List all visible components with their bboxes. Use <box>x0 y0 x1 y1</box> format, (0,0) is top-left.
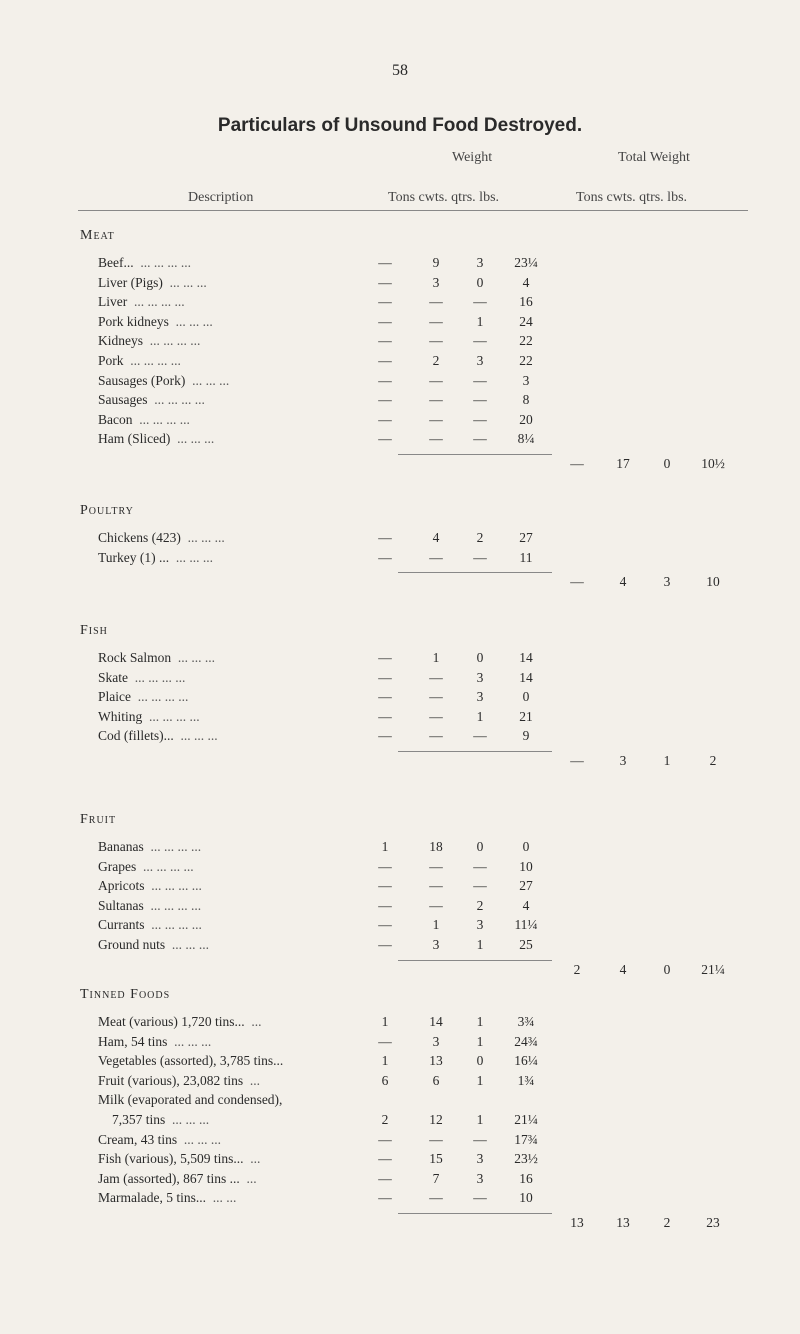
weight-tons: — <box>378 650 392 665</box>
total-lbs: 21¼ <box>701 961 725 977</box>
weight-header: Weight <box>452 150 493 165</box>
item-description: Sausages (Pork) ... ... ... <box>98 372 230 388</box>
item-description: 7,357 tins ... ... ... <box>112 1112 210 1127</box>
leader-dots: ... ... ... ... <box>143 839 202 854</box>
weight-qtrs: — <box>473 1190 487 1206</box>
section-heading: Fish <box>80 623 108 638</box>
item-description: Sausages ... ... ... ... <box>98 392 205 408</box>
item-description: Bacon ... ... ... ... <box>98 411 190 427</box>
weight-cwts: — <box>429 411 443 427</box>
leader-dots: ... ... ... <box>177 1131 221 1147</box>
weight-qtrs: 2 <box>476 530 484 545</box>
total-cwts: 4 <box>619 961 627 977</box>
weight-qtrs: 3 <box>476 1151 484 1167</box>
weight-qtrs: — <box>473 549 487 565</box>
weight-qtrs: 0 <box>476 1053 484 1069</box>
weight-tons: 1 <box>381 1053 389 1069</box>
subtotal-rule <box>398 454 552 455</box>
weight-tons: 6 <box>381 1072 389 1088</box>
total-tons: — <box>570 574 584 590</box>
weight-qtrs: 1 <box>476 1112 484 1127</box>
leader-dots: ... <box>239 1170 257 1186</box>
total-qtrs: 1 <box>663 753 671 768</box>
weight-lbs: 3 <box>522 372 530 388</box>
leader-dots: ... ... ... ... <box>132 411 190 427</box>
weight-qtrs: 1 <box>476 1014 484 1029</box>
weight-lbs: 16 <box>519 294 533 310</box>
total-tons: — <box>570 456 584 471</box>
weight-tons: — <box>378 669 392 685</box>
weight-lbs: 8¼ <box>517 431 535 447</box>
weight-tons: — <box>378 353 392 368</box>
weight-tons: — <box>378 372 392 388</box>
subtotal-rule <box>398 960 552 961</box>
weight-cwts: 3 <box>432 1033 440 1049</box>
item-description: Marmalade, 5 tins... ... ... <box>98 1190 237 1206</box>
weight-lbs: 16 <box>519 1170 533 1186</box>
leader-dots: ... ... ... ... <box>128 669 186 685</box>
item-description: Liver ... ... ... ... <box>98 294 185 310</box>
weight-tons: — <box>378 294 392 310</box>
weight-qtrs: 3 <box>476 255 484 270</box>
weight-cwts: — <box>429 689 443 705</box>
total-cwts: 4 <box>619 574 627 590</box>
leader-dots: ... ... ... <box>169 549 214 565</box>
weight-lbs: 17¾ <box>514 1131 538 1147</box>
weight-qtrs: 3 <box>476 689 484 705</box>
weight-lbs: 9 <box>522 728 530 744</box>
page-number: 58 <box>392 62 408 79</box>
item-description: Pork ... ... ... ... <box>98 353 181 368</box>
weight-tons: — <box>378 878 392 894</box>
weight-tons: 1 <box>381 839 389 854</box>
weight-lbs: 0 <box>522 839 530 854</box>
subtotal-rule <box>398 1213 552 1214</box>
item-description: Sultanas ... ... ... ... <box>98 897 202 913</box>
leader-dots: ... ... ... <box>165 1112 210 1127</box>
weight-cwts: 7 <box>432 1170 440 1186</box>
weight-qtrs: 1 <box>476 708 484 724</box>
item-description: Milk (evaporated and condensed), <box>98 1092 283 1108</box>
leader-dots: ... ... ... ... <box>123 353 181 368</box>
leader-dots: ... ... ... <box>180 530 225 545</box>
section-heading: Meat <box>80 228 115 243</box>
weight-lbs: 14 <box>519 650 533 665</box>
weight-cwts: — <box>429 392 443 408</box>
leader-dots: ... ... ... <box>170 431 215 447</box>
weight-tons: — <box>378 1190 392 1206</box>
weight-cwts: — <box>429 313 443 329</box>
leader-dots: ... ... ... ... <box>142 708 200 724</box>
leader-dots: ... <box>243 1072 260 1088</box>
item-description: Kidneys ... ... ... ... <box>98 333 201 349</box>
weight-cwts: — <box>429 431 443 447</box>
weight-cwts: — <box>429 294 443 310</box>
weight-lbs: 21 <box>519 708 533 724</box>
weight-lbs: 1¾ <box>517 1072 535 1088</box>
weight-tons: — <box>378 1131 392 1147</box>
weight-cwts: — <box>429 372 443 388</box>
weight-tons: 1 <box>381 1014 389 1029</box>
item-description: Pork kidneys ... ... ... <box>98 313 213 329</box>
item-description: Plaice ... ... ... ... <box>98 689 189 705</box>
weight-cwts: 2 <box>432 353 440 368</box>
leader-dots: ... ... ... ... <box>136 858 194 874</box>
item-description: Ham (Sliced) ... ... ... <box>98 431 215 447</box>
total-tons: 13 <box>570 1215 584 1230</box>
weight-tons: — <box>378 1151 392 1167</box>
weight-tons: — <box>378 897 392 913</box>
weight-qtrs: 2 <box>476 897 484 913</box>
weight-lbs: 3¾ <box>517 1014 535 1029</box>
weight-lbs: 23½ <box>514 1151 538 1167</box>
item-description: Chickens (423) ... ... ... <box>98 530 225 545</box>
weight-qtrs: 0 <box>476 274 484 290</box>
weight-lbs: 11¼ <box>514 917 538 933</box>
weight-cwts: 12 <box>429 1112 443 1127</box>
leader-dots: ... <box>243 1151 261 1167</box>
leader-dots: ... ... ... ... <box>133 255 191 270</box>
item-description: Meat (various) 1,720 tins... ... <box>98 1014 262 1029</box>
total-lbs: 10 <box>706 574 720 590</box>
total-lbs: 2 <box>709 753 717 768</box>
weight-lbs: 0 <box>522 689 530 705</box>
total-weight-header: Total Weight <box>618 150 690 165</box>
item-description: Cod (fillets)... ... ... ... <box>98 728 218 744</box>
leader-dots: ... ... ... <box>171 650 215 665</box>
weight-tons: — <box>378 1170 392 1186</box>
header-rule <box>78 210 748 211</box>
item-description: Ground nuts ... ... ... <box>98 937 209 952</box>
weight-qtrs: — <box>473 431 487 447</box>
total-cwts: 3 <box>619 753 627 768</box>
item-description: Whiting ... ... ... ... <box>98 708 200 724</box>
weight-tons: — <box>378 728 392 744</box>
weight-cwts: 3 <box>432 274 440 290</box>
page-title: Particulars of Unsound Food Destroyed. <box>217 115 583 136</box>
weight-qtrs: 3 <box>476 669 484 685</box>
weight-tons: — <box>378 858 392 874</box>
weight-qtrs: — <box>473 372 487 388</box>
weight-qtrs: — <box>473 1131 487 1147</box>
weight-lbs: 22 <box>519 333 533 349</box>
weight-tons: — <box>378 313 392 329</box>
weight-tons: — <box>378 1033 392 1049</box>
weight-tons: — <box>378 333 392 349</box>
leader-dots: ... ... ... <box>185 372 230 388</box>
item-description: Cream, 43 tins ... ... ... <box>98 1131 221 1147</box>
weight-lbs: 22 <box>519 353 533 368</box>
weight-tons: — <box>378 392 392 408</box>
weight-cwts: — <box>429 897 443 913</box>
weight-tons: — <box>378 530 392 545</box>
leader-dots: ... ... ... ... <box>144 917 202 933</box>
weight-tons: — <box>378 274 392 290</box>
weight-cwts: — <box>429 333 443 349</box>
item-description: Liver (Pigs) ... ... ... <box>98 274 207 290</box>
weight-lbs: 10 <box>519 858 533 874</box>
total-qtrs: 0 <box>663 961 671 977</box>
weight-tons: — <box>378 917 392 933</box>
weight-cwts: 3 <box>432 937 440 952</box>
weight-cwts: 14 <box>429 1014 443 1029</box>
weight-lbs: 27 <box>519 530 533 545</box>
weight-lbs: 14 <box>519 669 533 685</box>
weight-qtrs: 1 <box>476 937 484 952</box>
weight-cwts: — <box>429 708 443 724</box>
weight-lbs: 24 <box>519 313 533 329</box>
weight-qtrs: — <box>473 858 487 874</box>
total-columns-header: Tons cwts. qtrs. lbs. <box>576 190 688 205</box>
total-cwts: 13 <box>616 1215 630 1230</box>
weight-cwts: — <box>429 878 443 894</box>
leader-dots: ... ... ... <box>168 313 213 329</box>
leader-dots: ... ... ... ... <box>131 689 189 705</box>
weight-lbs: 16¼ <box>514 1053 538 1069</box>
weight-tons: — <box>378 431 392 447</box>
item-description: Ham, 54 tins ... ... ... <box>98 1033 212 1049</box>
total-qtrs: 2 <box>663 1215 671 1230</box>
weight-lbs: 23¼ <box>514 255 538 270</box>
weight-cwts: 1 <box>432 917 440 933</box>
leader-dots: ... ... ... <box>162 274 207 290</box>
weight-qtrs: 1 <box>476 313 484 329</box>
weight-cwts: — <box>429 1131 443 1147</box>
item-description: Apricots ... ... ... ... <box>98 878 202 894</box>
total-lbs: 23 <box>706 1215 720 1230</box>
total-tons: 2 <box>573 961 581 977</box>
description-header: Description <box>188 190 254 205</box>
weight-lbs: 10 <box>519 1190 533 1206</box>
item-description: Turkey (1) ... ... ... ... <box>98 549 214 565</box>
total-qtrs: 0 <box>663 456 671 471</box>
weight-qtrs: 1 <box>476 1072 484 1088</box>
weight-lbs: 27 <box>519 878 533 894</box>
weight-qtrs: — <box>473 333 487 349</box>
weight-qtrs: — <box>473 878 487 894</box>
leader-dots: ... ... ... ... <box>143 333 201 349</box>
subtotal-rule <box>398 751 552 752</box>
weight-cwts: — <box>429 549 443 565</box>
weight-cwts: 1 <box>432 650 440 665</box>
item-description: Grapes ... ... ... ... <box>98 858 194 874</box>
leader-dots: ... ... ... <box>173 728 218 744</box>
weight-lbs: 4 <box>522 897 530 913</box>
weight-cwts: 13 <box>429 1053 443 1069</box>
subtotal-rule <box>398 572 552 573</box>
total-cwts: 17 <box>616 456 630 471</box>
total-lbs: 10½ <box>701 456 725 471</box>
weight-tons: — <box>378 689 392 705</box>
leader-dots: ... ... ... ... <box>144 878 202 894</box>
weight-tons: — <box>378 708 392 724</box>
weight-cwts: — <box>429 669 443 685</box>
weight-cwts: 9 <box>432 255 440 270</box>
weight-tons: — <box>378 549 392 565</box>
weight-cwts: 18 <box>429 839 443 854</box>
weight-tons: 2 <box>381 1112 389 1127</box>
item-description: Vegetables (assorted), 3,785 tins... <box>98 1053 284 1069</box>
section-heading: Poultry <box>80 503 134 518</box>
leader-dots: ... <box>244 1014 262 1029</box>
weight-lbs: 11 <box>519 549 533 565</box>
weight-qtrs: 3 <box>476 1170 484 1186</box>
total-tons: — <box>570 753 584 768</box>
item-description: Bananas ... ... ... ... <box>98 839 202 854</box>
item-description: Beef... ... ... ... ... <box>98 255 191 270</box>
item-description: Fish (various), 5,509 tins... ... <box>98 1151 261 1167</box>
section-heading: Tinned Foods <box>80 987 171 1002</box>
weight-cwts: — <box>429 858 443 874</box>
leader-dots: ... ... ... ... <box>143 897 202 913</box>
weight-qtrs: — <box>473 728 487 744</box>
total-qtrs: 3 <box>663 574 671 590</box>
weight-columns-header: Tons cwts. qtrs. lbs. <box>388 190 500 205</box>
weight-qtrs: 0 <box>476 650 484 665</box>
weight-qtrs: — <box>473 294 487 310</box>
weight-tons: — <box>378 937 392 952</box>
item-description: Skate ... ... ... ... <box>98 669 186 685</box>
weight-cwts: — <box>429 728 443 744</box>
weight-qtrs: — <box>473 411 487 427</box>
weight-lbs: 25 <box>519 937 533 952</box>
weight-cwts: 15 <box>429 1151 443 1167</box>
item-description: Currants ... ... ... ... <box>98 917 202 933</box>
item-description: Jam (assorted), 867 tins ... ... <box>98 1170 257 1186</box>
weight-cwts: — <box>429 1190 443 1206</box>
weight-qtrs: 1 <box>476 1033 484 1049</box>
weight-qtrs: — <box>473 392 487 408</box>
weight-lbs: 21¼ <box>514 1112 538 1127</box>
weight-cwts: 6 <box>432 1072 440 1088</box>
weight-qtrs: 3 <box>476 917 484 933</box>
item-description: Fruit (various), 23,082 tins ... <box>98 1072 260 1088</box>
leader-dots: ... ... ... ... <box>127 294 185 310</box>
weight-cwts: 4 <box>432 530 440 545</box>
leader-dots: ... ... ... ... <box>147 392 205 408</box>
item-description: Rock Salmon ... ... ... <box>98 650 215 665</box>
weight-lbs: 8 <box>522 392 530 408</box>
leader-dots: ... ... <box>205 1190 237 1206</box>
weight-tons: — <box>378 411 392 427</box>
weight-lbs: 24¾ <box>514 1033 538 1049</box>
section-heading: Fruit <box>80 812 117 827</box>
weight-tons: — <box>378 255 392 270</box>
weight-qtrs: 0 <box>476 839 484 854</box>
weight-qtrs: 3 <box>476 353 484 368</box>
weight-lbs: 20 <box>519 411 533 427</box>
weight-lbs: 4 <box>522 274 530 290</box>
leader-dots: ... ... ... <box>165 937 209 952</box>
leader-dots: ... ... ... <box>167 1033 212 1049</box>
